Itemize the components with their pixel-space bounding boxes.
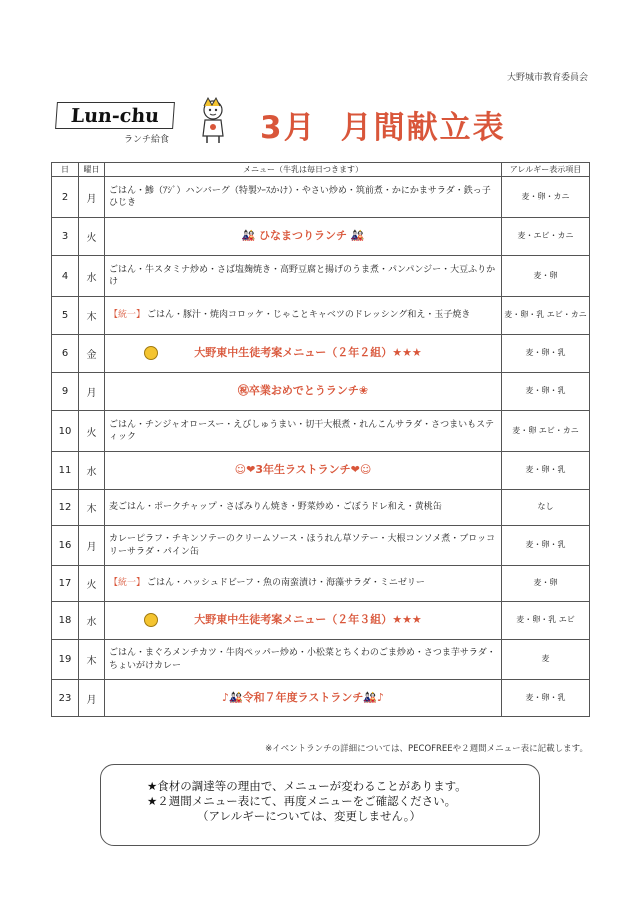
dow-cell: 水 — [79, 256, 105, 297]
allergy-cell: 麦 — [502, 640, 590, 680]
header-dow: 曜日 — [79, 163, 105, 177]
header-day: 日 — [52, 163, 79, 177]
allergy-cell: 麦・卵 エビ・カニ — [502, 411, 590, 452]
dow-cell: 月 — [79, 373, 105, 411]
menu-cell: ごはん・チンジャオロースー・えびしゅうまい・切干大根煮・れんこんサラダ・さつまいもスティック — [105, 411, 502, 452]
event-menu-cell: ♪🎎令和７年度ラストランチ🎎♪ — [105, 680, 502, 717]
logo-banner — [55, 102, 175, 129]
mascot-icon — [144, 613, 158, 627]
dow-cell: 火 — [79, 566, 105, 602]
table-row — [52, 490, 590, 526]
table-header-row — [52, 163, 590, 177]
menu-text: 大野東中生徒考案メニュー（２年２組）★★★ — [194, 346, 422, 360]
event-menu-cell — [105, 335, 502, 373]
day-cell: 23 — [52, 680, 79, 717]
allergy-cell: 麦・卵 — [502, 256, 590, 297]
menu-cell: カレーピラフ・チキンソテーのクリームソース・ほうれん草ソテー・大根コンソメ煮・ブロッコリーサラダ・パイン缶 — [105, 526, 502, 566]
event-menu-cell: 🎎 ひなまつりランチ 🎎 — [105, 218, 502, 256]
table-row — [52, 566, 590, 602]
dow-cell: 木 — [79, 640, 105, 680]
allergy-cell: 麦・卵・乳 エビ・カニ — [502, 297, 590, 335]
unified-tag: 【統一】 — [109, 578, 146, 589]
day-cell: 10 — [52, 411, 79, 452]
notice-line: （アレルギーについては、変更しません。） — [197, 809, 421, 823]
lunch-logo — [56, 102, 176, 145]
issuer: 大野城市教育委員会 — [506, 73, 588, 83]
menu-text: ごはん・豚汁・焼肉コロッケ・じゃことキャベツのドレッシング和え・玉子焼き — [147, 310, 471, 321]
allergy-cell: 麦・卵・乳 — [502, 526, 590, 566]
day-cell: 2 — [52, 177, 79, 218]
title-main: 月間献立表 — [340, 110, 506, 146]
event-menu-cell — [105, 602, 502, 640]
day-cell: 19 — [52, 640, 79, 680]
header-allergy: アレルギー表示項目 — [502, 163, 590, 177]
allergy-cell: 麦・卵・乳 — [502, 373, 590, 411]
logo-text: Lun-chu — [70, 104, 160, 127]
dow-cell: 木 — [79, 297, 105, 335]
menu-text: 大野東中生徒考案メニュー（２年３組）★★★ — [194, 613, 422, 627]
table-row — [52, 373, 590, 411]
allergy-cell: 麦・卵・カニ — [502, 177, 590, 218]
day-cell: 9 — [52, 373, 79, 411]
allergy-cell: 麦・卵・乳 — [502, 452, 590, 490]
event-menu-cell: ☺❤3年生ラストランチ❤☺ — [105, 452, 502, 490]
table-row — [52, 411, 590, 452]
day-cell: 16 — [52, 526, 79, 566]
title-month: 3月 — [260, 110, 317, 146]
logo-subtitle: ランチ給食 — [124, 135, 170, 145]
dow-cell: 月 — [79, 177, 105, 218]
page-title — [260, 102, 506, 147]
table-row — [52, 335, 590, 373]
day-cell: 11 — [52, 452, 79, 490]
allergy-cell: 麦・卵・乳 エビ — [502, 602, 590, 640]
table-row — [52, 640, 590, 680]
menu-cell: 麦ごはん・ポークチャップ・さばみりん焼き・野菜炒め・ごぼうドレ和え・黄桃缶 — [105, 490, 502, 526]
event-menu-cell: ㊗卒業おめでとうランチ❀ — [105, 373, 502, 411]
table-row — [52, 602, 590, 640]
allergy-cell: 麦・卵 — [502, 566, 590, 602]
dow-cell: 月 — [79, 680, 105, 717]
dow-cell: 月 — [79, 526, 105, 566]
event-footnote: ※イベントランチの詳細については、PECOFREEや２週間メニュー表に記載します。 — [265, 744, 588, 754]
mascot-icon — [194, 96, 232, 144]
menu-cell: ごはん・牛スタミナ炒め・さば塩麹焼き・高野豆腐と揚げのうま煮・パンパンジー・大豆ふりかけ — [105, 256, 502, 297]
dow-cell: 水 — [79, 602, 105, 640]
notice-box — [100, 764, 540, 846]
mascot-icon — [144, 346, 158, 360]
menu-text: ごはん・ハッシュドビーフ・魚の南蛮漬け・海藻サラダ・ミニゼリー — [147, 578, 425, 589]
allergy-cell: 麦・卵・乳 — [502, 680, 590, 717]
table-row — [52, 218, 590, 256]
unified-tag: 【統一】 — [109, 310, 146, 321]
table-row — [52, 452, 590, 490]
table-row — [52, 256, 590, 297]
allergy-cell: 麦・エビ・カニ — [502, 218, 590, 256]
menu-cell: ごはん・鯵（ｱｼﾞ）ハンバーグ（特製ｿｰｽかけ）・やさい炒め・筑前煮・かにかまサラダ・鉄っ子ひじき — [105, 177, 502, 218]
menu-cell: ごはん・まぐろメンチカツ・牛肉ペッパー炒め・小松菜とちくわのごま炒め・さつま芋サラダ・ちょいがけカレー — [105, 640, 502, 680]
day-cell: 12 — [52, 490, 79, 526]
day-cell: 4 — [52, 256, 79, 297]
table-row — [52, 177, 590, 218]
dow-cell: 火 — [79, 218, 105, 256]
allergy-cell: なし — [502, 490, 590, 526]
day-cell: 6 — [52, 335, 79, 373]
menu-table — [51, 162, 590, 717]
day-cell: 3 — [52, 218, 79, 256]
dow-cell: 木 — [79, 490, 105, 526]
table-row — [52, 680, 590, 717]
dow-cell: 金 — [79, 335, 105, 373]
menu-cell — [105, 566, 502, 602]
table-row — [52, 297, 590, 335]
allergy-cell: 麦・卵・乳 — [502, 335, 590, 373]
header-menu: メニュー（牛乳は毎日つきます） — [105, 163, 502, 177]
menu-cell — [105, 297, 502, 335]
notice-line: ★食材の調達等の理由で、メニューが変わることがあります。 — [147, 779, 467, 793]
table-row — [52, 526, 590, 566]
dow-cell: 水 — [79, 452, 105, 490]
dow-cell: 火 — [79, 411, 105, 452]
day-cell: 18 — [52, 602, 79, 640]
day-cell: 17 — [52, 566, 79, 602]
notice-line: ★２週間メニュー表にて、再度メニューをご確認ください。 — [147, 794, 457, 808]
day-cell: 5 — [52, 297, 79, 335]
